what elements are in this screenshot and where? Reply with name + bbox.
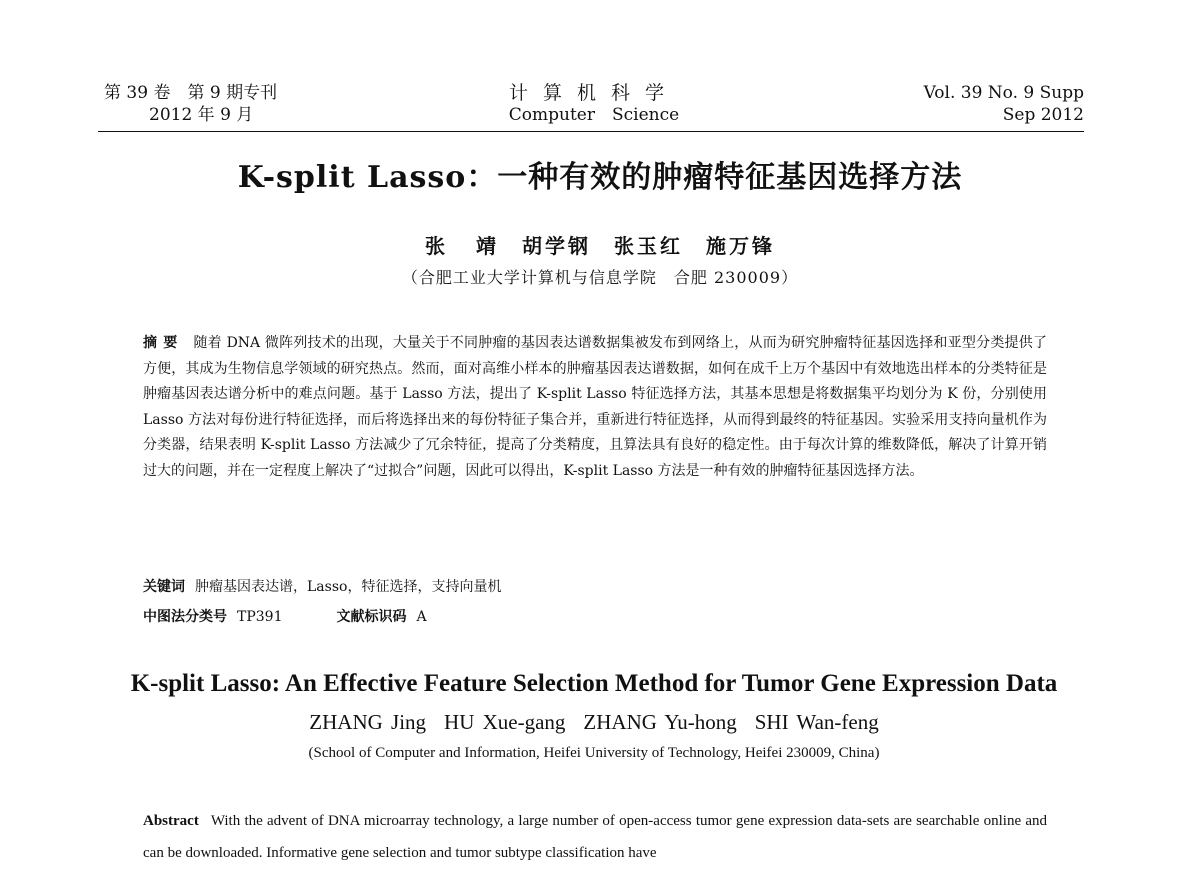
affiliation-zh: （合肥工业大学计算机与信息学院 合肥 230009） [401,268,799,287]
paper-title-zh: K-split Lasso：一种有效的肿瘤特征基因选择方法 [237,160,963,195]
abstract-en-text: With the advent of DNA microarray technology, a large number of open-access tumor gene expression data-sets are searchable online and can be downloaded. Informative gene selection and tumor subtype classification have [143,813,1047,861]
paper-title-en: K-split Lasso: An Effective Feature Selection Method for Tumor Gene Expression Data [130,670,1058,697]
keywords-zh [143,576,1047,598]
author-en: HU Xue-gang [444,710,566,734]
header-volume-number: Vol. 39 No. 9 Supp [923,83,1084,103]
header-date-en: Sep 2012 [1002,105,1084,125]
header-volume-en [924,82,1084,126]
journal-header [104,82,1084,132]
abstract-en-label: Abstract [143,813,199,829]
abstract-zh-text: 随着 DNA 微阵列技术的出现，大量关于不同肿瘤的基因表达谱数据集被发布到网络上，从而为研究肿瘤特征基因选择和亚型分类提供了方便，其成为生物信息学领域的研究热点。然而，面对高维小样本的肿瘤基因表达谱数据，如何在成千上万个基因中有效地选出样本的分类特征是肿瘤基因表达谱分析中的难点问题。基于 Lasso 方法，提出了 K-split Lasso 特征选择方法，其基本思想是将数据集平均划分为 K 份，分别使用 Lasso 方法对每份进行特征选择，而后将选择出来的每份特征子集合并，重新进行特征选择，从而得到最终的特征基因。实验采用支持向量机作为分类器，结果表明 K-split Lasso 方法减少了冗余特征，提高了分类精度，且算法具有良好的稳定性。由于每次计算的维数降低，解决了计算开销过大的问题，并在一定程度上解决了“过拟合”问题，因此可以得出，K-split Lasso 方法是一种有效的肿瘤特征基因选择方法。 [143,335,1048,479]
abstract-zh [143,331,1047,484]
keywords-zh-label: 关键词 [143,579,185,595]
doc-code-label: 文献标识码 [336,609,407,625]
header-rule [98,131,1084,132]
author-en: SHI Wan-feng [754,710,879,734]
journal-name-en: Computer Science [508,105,680,125]
affiliation-en: (School of Computer and Information, Heifei University of Technology, Heifei 230009, China) [308,745,880,761]
authors-zh: 张 靖 胡学钢 张玉红 施万锋 [425,234,775,258]
header-date: 2012 年 9 月 [149,105,254,125]
abstract-zh-label: 摘要 [143,335,184,351]
authors-en [0,710,1188,735]
clc-label: 中图法分类号 [143,609,227,625]
header-volume: 第 39 卷 第 9 期专刊 [104,83,278,103]
clc-value: TP391 [237,609,283,625]
journal-name-zh: 计算机科学 [508,82,679,104]
keywords-zh-text: 肿瘤基因表达谱，Lasso，特征选择，支持向量机 [195,579,502,595]
author-en: ZHANG Jing [309,710,427,734]
doc-code-value: A [416,609,427,625]
abstract-en [143,805,1047,869]
author-en: ZHANG Yu-hong [583,710,737,734]
classification-line [143,606,1047,628]
